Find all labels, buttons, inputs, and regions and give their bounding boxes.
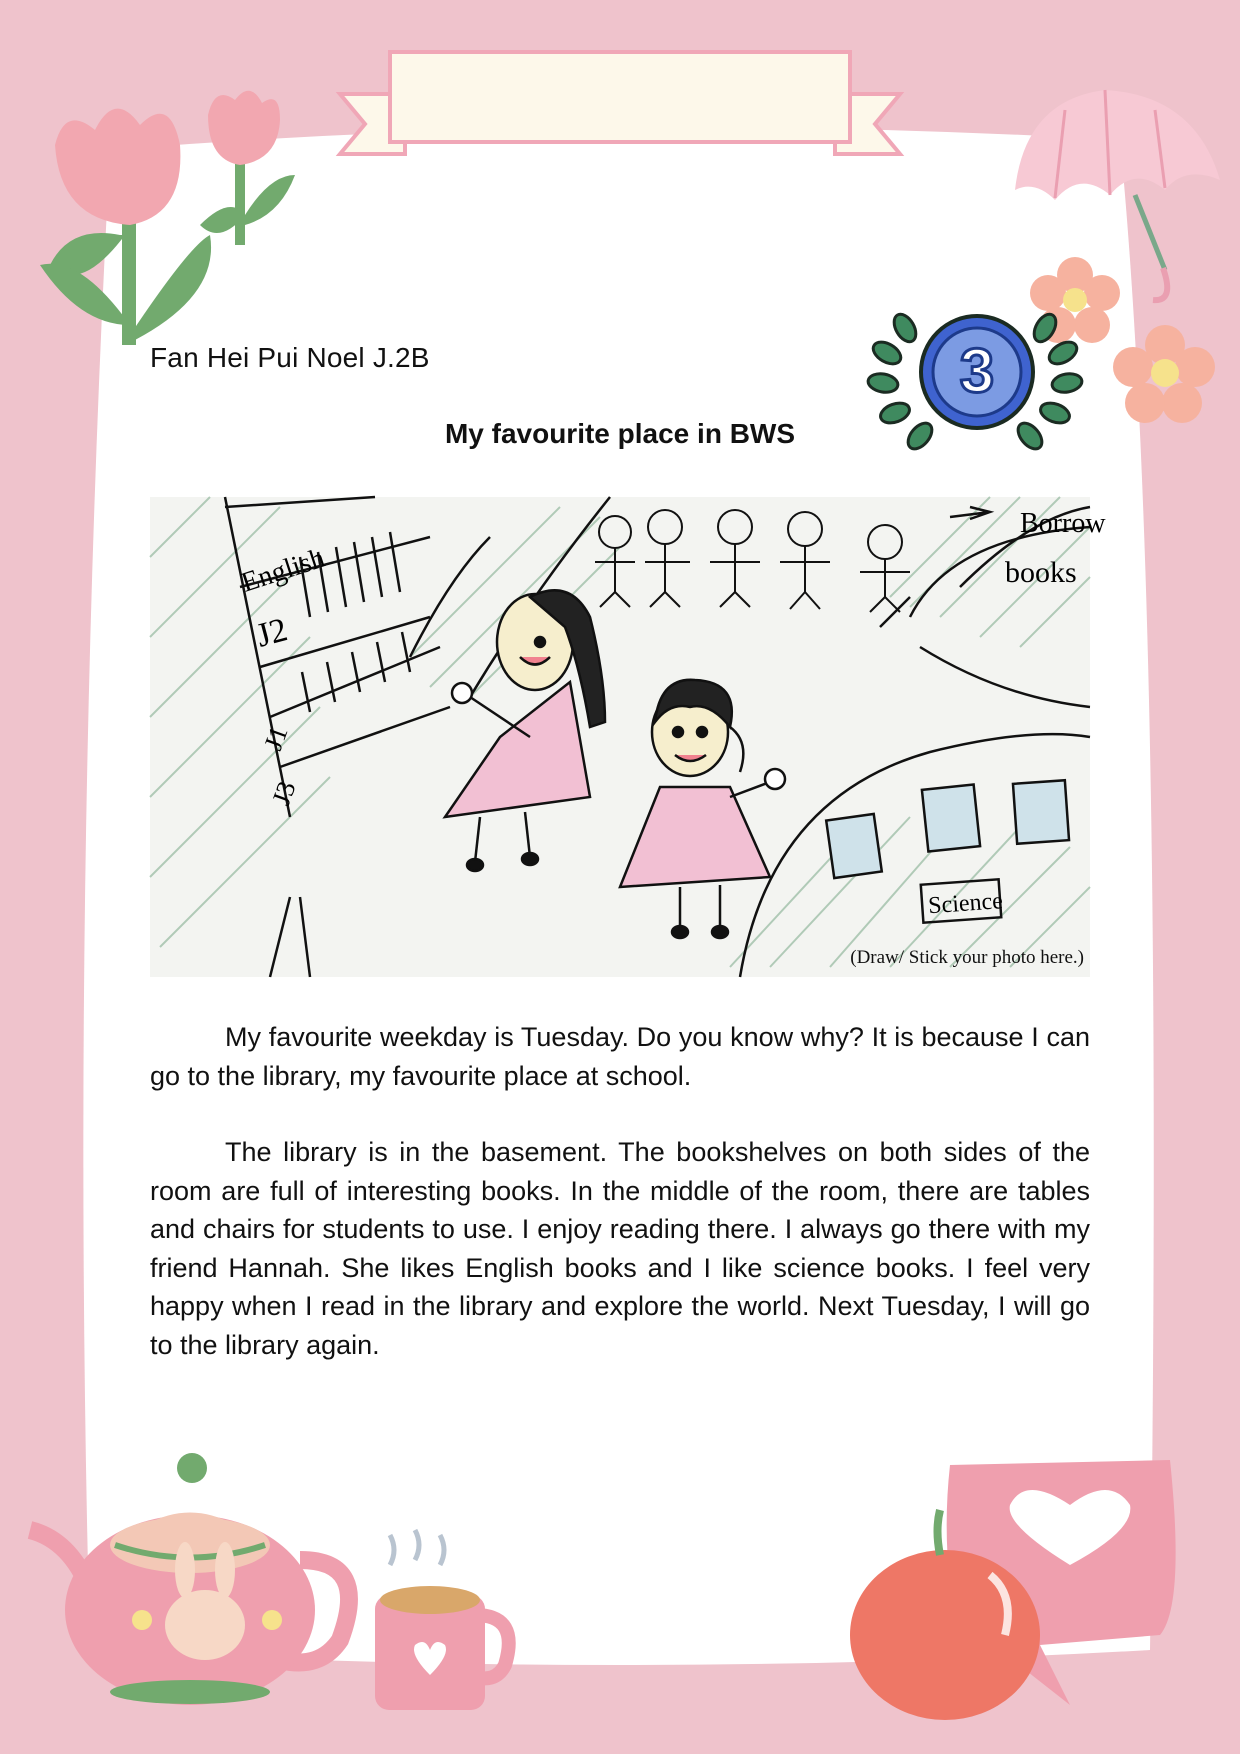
badge-number: 3 — [959, 337, 995, 406]
apple-icon — [840, 1455, 1190, 1725]
shelf-label-j3: J3 — [266, 777, 302, 810]
library-drawing — [150, 497, 1106, 977]
sign-science: Science — [927, 888, 1004, 920]
sign-books: books — [1005, 556, 1077, 589]
page-title: My favourite place in BWS — [444, 418, 796, 449]
shelf-label-j1: J1 — [258, 722, 294, 755]
ribbon-banner — [335, 44, 905, 169]
teapot-icon — [10, 1450, 370, 1710]
shelf-label-j2: J2 — [252, 611, 292, 655]
author-name: Fan Hei Pui Noel J.2B — [150, 342, 430, 373]
sign-borrow: Borrow — [1020, 508, 1106, 539]
drawing-area — [150, 497, 1106, 977]
shelf-label-english: English — [237, 542, 329, 599]
tulip-icon — [40, 85, 330, 355]
essay-paragraph-1: My favourite weekday is Tuesday. Do you know why? It is because I can go to the library, my favourite place at school. — [150, 1022, 1090, 1091]
essay-text — [150, 1018, 1090, 1402]
drawing-caption: (Draw/ Stick your photo here.) — [850, 947, 1084, 968]
essay-paragraph-2: The library is in the basement. The bookshelves on both sides of the room are full of interesting books. In the middle of the room, there are tables and chairs for students to use. I enjoy reading there. I always go there with my friend Hannah. She likes English books and I like science books. I feel very happy when I read in the library and explore the world. Next Tuesday, I will go to the library again. — [150, 1137, 1090, 1360]
mug-icon — [370, 1525, 530, 1715]
